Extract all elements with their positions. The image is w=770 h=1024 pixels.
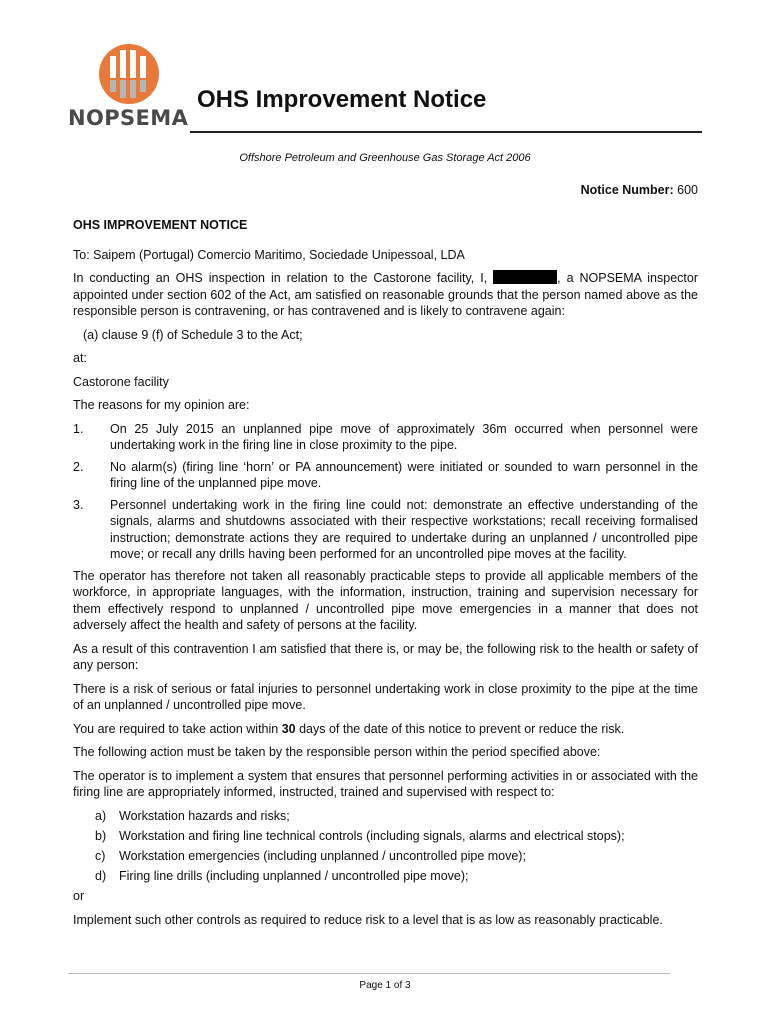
required-days: 30 [281,721,296,736]
action-item: b) Workstation and firing line technical controls (including signals, alarms and electrical stops); [95,828,625,843]
recipient-line: To: Saipem (Portugal) Comercio Maritimo, Sociedade Unipessoal, LDA [73,247,465,262]
redacted-name [493,270,557,284]
action-item: c) Workstation emergencies (including unplanned / uncontrolled pipe move); [95,848,526,863]
act-subtitle: Offshore Petroleum and Greenhouse Gas Storage Act 2006 [239,152,531,164]
notice-number-label: Notice Number: [580,183,674,197]
required-paragraph: You are required to take action within 30 days of the date of this notice to prevent or reduce the risk. [73,721,625,736]
final-paragraph: Implement such other controls as required to reduce risk to a level that is as low as reasonably practicable. [73,913,663,927]
action-intro: The following action must be taken by the responsible person within the period specified above: [73,745,601,759]
reason-item: 2. No alarm(s) (firing line ‘horn’ or PA announcement) were initiated or sounded to warn personnel in the firing line of the unplanned pipe move. [73,459,698,490]
reasons-list [73,421,698,563]
logo-wordmark: NOPSEMA [68,106,189,130]
or-label: or [73,888,85,903]
footer-divider [68,973,670,974]
clause-line: (a) clause 9 (f) of Schedule 3 to the Act; [83,327,303,342]
risk-paragraph: There is a risk of serious or fatal injuries to personnel undertaking work in close proximity to the pipe at the time of an unplanned / uncontrolled pipe move. [73,681,698,712]
action-items-list [73,808,698,885]
title-divider [190,131,702,133]
notice-body [73,217,698,936]
action-item: a) Workstation hazards and risks; [95,808,290,823]
implement-intro: The operator is to implement a system that ensures that personnel performing activities in or associated with the firing line are appropriately informed, instructed, trained and supervised with respect to: [73,768,698,799]
reason-item: 1. On 25 July 2015 an unplanned pipe move of approximately 36m occurred when personnel were undertaking work in the firing line in close proximity to the pipe. [73,421,698,452]
facility-name: Castorone facility [73,374,169,389]
at-label: at: [73,351,87,365]
logo-circle-top [99,44,159,104]
reasons-intro: The reasons for my opinion are: [73,398,250,412]
result-paragraph: As a result of this contravention I am satisfied that there is, or may be, the following risk to the health or safety of any person: [73,641,698,672]
inspection-paragraph: In conducting an OHS inspection in relation to the Castorone facility, I, , a NOPSEMA inspector appointed under section 602 of the Act, am satisfied on reasonable grounds that the person named above as the responsible person is contravening, or has contravened and is likely to contravene again: [73,271,698,318]
notice-heading: OHS IMPROVEMENT NOTICE [73,218,248,232]
notice-number [581,183,698,197]
page-footer: Page 1 of 3 [359,980,411,991]
reason-item: 3. Personnel undertaking work in the firing line could not: demonstrate an effective understanding of the signals, alarms and shutdowns associated with their respective workstations; recall receiving formalised instruction; demonstrate actions they are required to undertake during an unplanned / uncontrolled pipe move; or recall any drills having been performed for an uncontrolled pipe moves at the facility. [73,497,698,561]
action-item: d) Firing line drills (including unplanned / uncontrolled pipe move); [95,868,469,883]
page-title: OHS Improvement Notice [197,86,487,113]
operator-paragraph: The operator has therefore not taken all reasonably practicable steps to provide all applicable members of the workforce, in appropriate languages, with the information, instruction, training and supervision necessary for them effectively respond to unplanned / uncontrolled pipe move emergencies in a manner that does not adversely affect the health and safety of persons at the facility. [73,568,698,632]
notice-number-value: 600 [677,183,698,197]
